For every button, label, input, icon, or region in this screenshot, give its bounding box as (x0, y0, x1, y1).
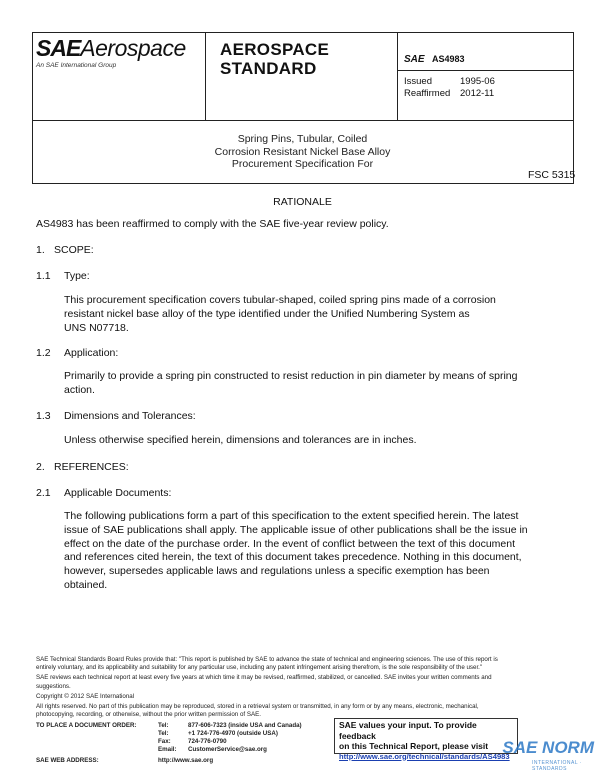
issued-label: Issued (404, 76, 432, 87)
section-1-title: SCOPE: (54, 244, 94, 256)
sae-norm-watermark: SAE NORM (502, 738, 594, 757)
tel-label: Tel: (158, 722, 169, 729)
section-1-2-text (64, 370, 517, 398)
section-2-1-text (64, 510, 528, 593)
reaffirmed-label: Reaffirmed (404, 88, 451, 99)
section-2-1-number: 2.1 (36, 487, 51, 499)
logo-sae: SAE (36, 35, 81, 61)
section-1-1-number: 1.1 (36, 270, 51, 282)
section-1-2-number: 1.2 (36, 347, 51, 359)
header-title-divider (32, 120, 573, 121)
header-divider-right (397, 32, 398, 120)
section-1-1-title: Type: (64, 270, 90, 282)
watermark-subtext: INTERNATIONAL · STANDARDS (532, 760, 583, 772)
footer-legal (36, 656, 576, 719)
para-line: UNS N07718. (64, 321, 129, 334)
para-line: The following publications form a part of this specification to the extent specified herein. The latest (64, 510, 519, 522)
fax-value: 724-776-0790 (188, 738, 227, 745)
section-1-3-number: 1.3 (36, 410, 51, 422)
document-title (32, 133, 573, 171)
title-line-1: Spring Pins, Tubular, Coiled (237, 133, 368, 145)
rationale-text: AS4983 has been reaffirmed to comply with the SAE five-year review policy. (36, 218, 389, 230)
fsc-code: FSC 5315 (528, 169, 576, 181)
footer-line: photocopying, recording, or otherwise, without the prior written permission of SAE. (36, 711, 261, 719)
header-divider-left (205, 32, 206, 120)
section-1-2-title: Application: (64, 347, 119, 359)
feedback-box (334, 718, 518, 761)
email-link[interactable]: CustomerService@sae.org (188, 746, 267, 753)
footer-line: SAE Technical Standards Board Rules provide that: "This report is published by SAE to advance the state of technical and engineering sciences. The use of this report is (36, 656, 498, 663)
para-line: issue of SAE publications shall apply. The applicable issue of other publications shall be the issue in (64, 523, 528, 536)
fax-label: Fax: (158, 738, 171, 745)
section-1-3-text: Unless otherwise specified herein, dimensions and tolerances are in inches. (64, 434, 417, 446)
title-line-3: Procurement Specification For (231, 158, 374, 170)
footer-line: entirely voluntary, and its applicability and suitability for any particular use, including any patent infringement arising therefrom, is the sole responsibility of the user." (36, 664, 483, 672)
web-link[interactable]: http://www.sae.org (158, 757, 214, 764)
logo-aerospace: Aerospace (80, 35, 186, 61)
header-docno-divider (397, 70, 573, 71)
para-line: effect on the date of the purchase order. In the event of conflict between the text of this document (64, 537, 516, 550)
feedback-line-1: SAE values your input. To provide feedback (339, 720, 477, 741)
section-2-1-title: Applicable Documents: (64, 487, 172, 499)
rationale-heading: RATIONALE (273, 196, 332, 208)
para-line: Primarily to provide a spring pin constructed to resist reduction in pin diameter by means of spring (64, 370, 518, 382)
doc-sae-mark: SAE (404, 54, 425, 65)
standard-title-line1: AEROSPACE (220, 40, 330, 59)
standard-title-line2: STANDARD (220, 59, 317, 78)
section-1-number: 1. (36, 244, 45, 256)
footer-line: SAE reviews each technical report at least every five years at which time it may be revised, reaffirmed, stabilized, or cancelled. SAE invites your written comments and (36, 674, 492, 682)
para-line: resistant nickel base alloy of the type identified under the Unified Numbering System as (64, 307, 470, 320)
footer-copyright: Copyright © 2012 SAE International (36, 692, 135, 700)
feedback-link[interactable]: http://www.sae.org/technical/standards/AS4983 (339, 751, 510, 761)
para-line: and references cited herein, the text of this document takes precedence. Nothing in this document, (64, 551, 522, 564)
tel2-value[interactable]: +1 724-776-4970 (outside USA) (188, 730, 278, 737)
para-line: action. (64, 383, 95, 396)
tel2-label: Tel: (158, 730, 169, 737)
tel-value[interactable]: 877-606-7323 (inside USA and Canada) (188, 722, 302, 729)
order-label: TO PLACE A DOCUMENT ORDER: (36, 722, 137, 729)
title-line-2: Corrosion Resistant Nickel Base Alloy (214, 145, 391, 158)
issued-value: 1995-06 (460, 76, 495, 87)
footer-line: All rights reserved. No part of this publication may be reproduced, stored in a retrieval system or transmitted, in any form or by any means, electronic, mechanical, (36, 703, 479, 711)
para-line: obtained. (64, 578, 108, 591)
footer-line: suggestions. (36, 682, 71, 690)
doc-number-value: AS4983 (432, 54, 465, 64)
para-line: however, supersedes applicable laws and regulations unless a specific exemption has been (64, 565, 490, 578)
section-2-title: REFERENCES: (54, 461, 129, 473)
section-1-3-title: Dimensions and Tolerances: (64, 410, 196, 422)
document-number (404, 49, 465, 67)
logo-tagline: An SAE International Group (36, 62, 117, 69)
feedback-line-2: on this Technical Report, please visit (339, 741, 489, 751)
email-label: Email: (158, 746, 177, 753)
para-line: This procurement specification covers tubular-shaped, coiled spring pins made of a corrosion (64, 294, 496, 306)
web-label: SAE WEB ADDRESS: (36, 757, 99, 764)
section-1-1-text (64, 294, 496, 335)
sae-aerospace-logo (36, 35, 186, 62)
reaffirmed-value: 2012-11 (460, 88, 495, 99)
section-2-number: 2. (36, 461, 45, 473)
